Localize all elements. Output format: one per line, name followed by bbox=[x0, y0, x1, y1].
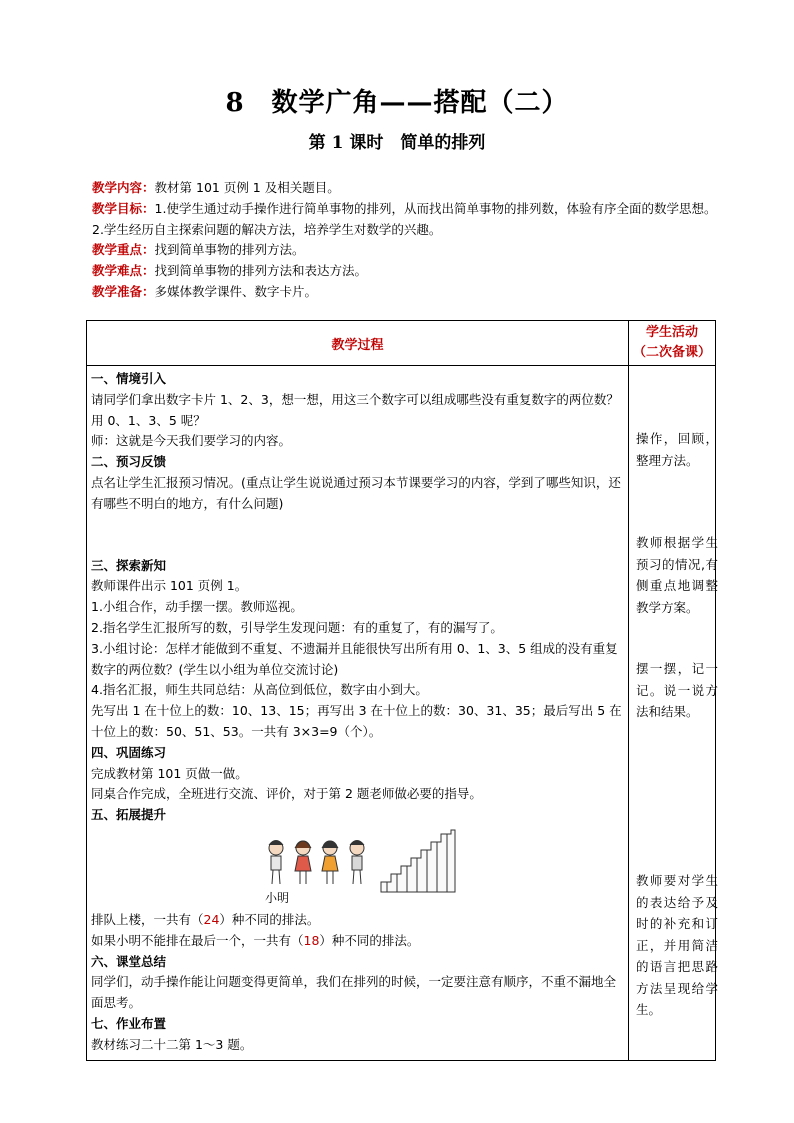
stairs-illustration bbox=[91, 826, 625, 910]
page-title: 8 数学广角——搭配（二） bbox=[225, 88, 569, 118]
header-teaching-process: 教学过程 bbox=[87, 321, 629, 366]
section-heading: 五、拓展提升 bbox=[91, 807, 167, 823]
section-heading: 七、作业布置 bbox=[91, 1015, 167, 1031]
answer-line-2: 如果小明不能排在最后一个，一共有（18）种不同的排法。 bbox=[91, 932, 420, 948]
side-note: 教师根据学生预习的情况,有侧重点地调整教学方案。 bbox=[636, 535, 718, 615]
meta-label: 教学难点： bbox=[92, 263, 155, 279]
side-note: 操作，回顾，整理方法。 bbox=[636, 431, 718, 468]
meta-label: 教学内容： bbox=[92, 180, 155, 195]
lesson-meta bbox=[92, 178, 732, 303]
children-and-stairs-icon bbox=[91, 826, 625, 910]
meta-difficulty: 教学难点：找到简单事物的排列方法和表达方法。 bbox=[92, 263, 368, 279]
header-student-activity: 学生活动 （二次备课） bbox=[629, 321, 716, 366]
section-heading: 六、课堂总结 bbox=[91, 953, 167, 969]
meta-key-point: 教学重点：找到简单事物的排列方法。 bbox=[92, 242, 305, 258]
section-heading: 三、探索新知 bbox=[91, 557, 167, 573]
page-subtitle: 第 1 课时 简单的排列 bbox=[308, 133, 486, 153]
section-heading: 四、巩固练习 bbox=[91, 744, 167, 760]
answer-value: 18 bbox=[303, 932, 320, 948]
meta-preparation: 教学准备：多媒体教学课件、数字卡片。 bbox=[92, 283, 318, 299]
meta-label: 教学准备： bbox=[92, 283, 155, 299]
answer-line-1: 排队上楼，一共有（24）种不同的排法。 bbox=[91, 911, 320, 927]
section-heading: 一、情境引入 bbox=[91, 371, 167, 386]
illustration-caption: 小明 bbox=[265, 890, 290, 905]
meta-content: 教学内容：教材第 101 页例 1 及相关题目。 bbox=[92, 180, 340, 195]
side-note: 摆一摆，记一记。说一说方法和结果。 bbox=[636, 661, 718, 719]
teaching-process-cell: 一、情境引入 请同学们拿出数字卡片 1、2、3，想一想，用这三个数字可以组成哪些没有重复数字的两位数？用 0、1、3、5 呢？ 师：这就是今天我们要学习的内容。 二、预习反馈 点名让学生汇报预习情况。(重点让学生说说通过预习本节课要学习的内容，学到了哪些知识，还有哪些不明白的地方，有什么问题) 三、探索新知 教师课件出示 101 页例 1。 1.小组合作，动手摆一摆。教师巡视。 2.指名学生汇报所写的数，引导学生发现问题：有的重复了，有的漏写了。 3.小组讨论：怎样才能做到不重复、不遗漏并且能很快写出所有用 0、1、3、5 组成的没有重复数字的两位数？(学生以小组为单位交流讨论) 4.指名汇报，师生共同总结：从高位到低位，数字由小到大。 先写出 1 在十位上的数：10、13、15；再写出 3 在十位上的数：30、31、35；最后写出 5 在十位上的数：50、51、53。一共有 3×3=9（个）。 四、巩固练习 完成教材第 101 页做一做。 同桌合作完成，全班进行交流、评价，对于第 2 题老师做必要的指导。 五、拓展提升 小明 排队上楼，一共有（24）种不同的排法。 如果小明不能排在最后一个，一共有（18）种不同的排法。 六、课堂总结 同学们，动手操作能让问题变得更简单，我们在排列的时候，一定要注意有顺序，不重不漏地全面思考。 七、作业布置 教材练习二十二第 1～3 题。 bbox=[87, 366, 629, 1061]
lesson-table bbox=[86, 320, 716, 1061]
section-heading: 二、预习反馈 bbox=[91, 454, 167, 470]
student-activity-cell bbox=[629, 366, 716, 1061]
meta-label: 教学目标： bbox=[92, 200, 155, 216]
answer-value: 24 bbox=[203, 911, 220, 927]
side-note: 教师要对学生的表达给予及时的补充和订正，并用简洁的语言把思路方法呈现给学生。 bbox=[636, 873, 718, 1017]
meta-goals: 教学目标：1.使学生通过动手操作进行简单事物的排列，从而找出简单事物的排列数，体验有序全面的数学思想。 bbox=[92, 200, 717, 216]
meta-label: 教学重点： bbox=[92, 242, 155, 258]
meta-goals-2: 2.学生经历自主探索问题的解决方法，培养学生对数学的兴趣。 bbox=[92, 221, 442, 237]
